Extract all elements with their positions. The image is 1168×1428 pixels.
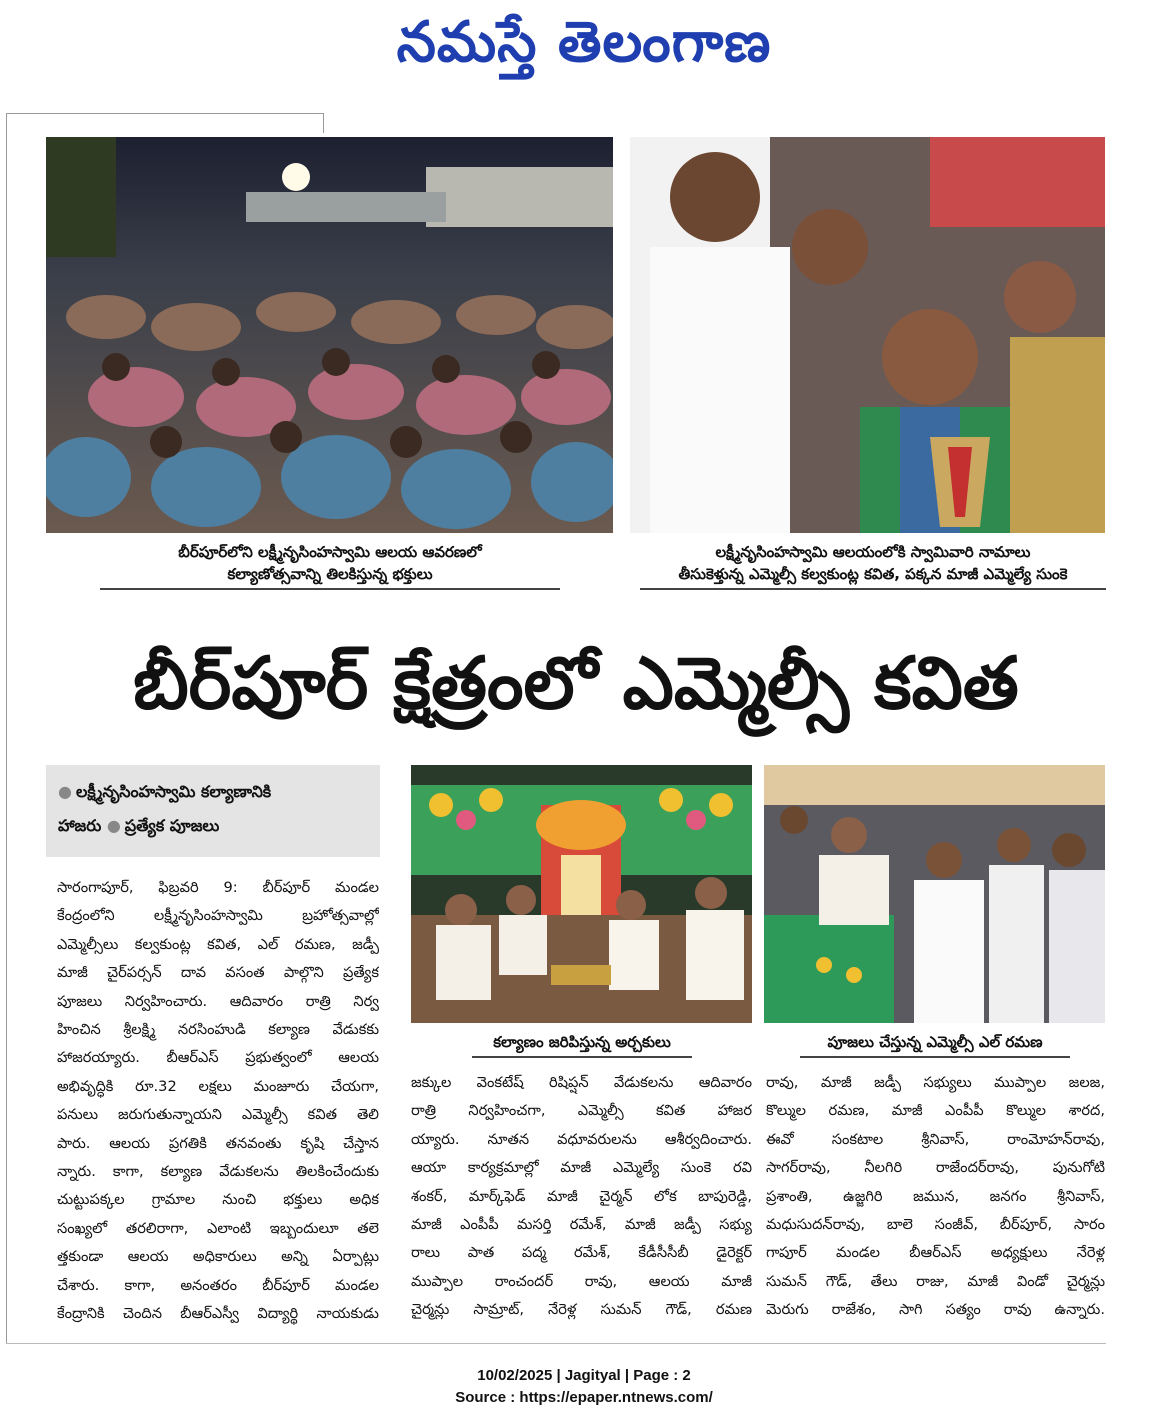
deck-line: లక్ష్మీనృసింహస్వామి కల్యాణానికి	[75, 782, 272, 801]
caption-priests	[472, 1031, 692, 1058]
article-line: రావు, మాజీ జడ్పీ సభ్యులు ముప్పాల జలజ,	[766, 1074, 1105, 1091]
article-line: సుమన్ గౌడ్, తేలు రాజు, మాజీ విండో చైర్మన్లు	[766, 1272, 1105, 1290]
article-line: న్నారు. కాగా, కల్యాణ వేడుకలను తిలకించేందుకు	[57, 1163, 379, 1181]
article-line: సాగర్‌రావు, నీలగిరి రాజేందర్‌రావు, పునుగోటి	[766, 1159, 1105, 1177]
frame-rule	[6, 113, 324, 114]
caption-kavitha	[640, 541, 1106, 590]
deck-line: ప్రత్యేక పూజలు	[124, 816, 220, 835]
caption-ramana	[800, 1031, 1070, 1058]
photo-kavitha	[630, 137, 1105, 533]
article-line: శంకర్, మార్క్‌ఫెడ్ మాజీ చైర్మన్ లోక బాపురెడ్డి,	[411, 1187, 752, 1205]
article-line: కేంద్రానికి చెందిన బీఆర్‌ఎస్వీ విద్యార్థి నాయకుడు	[57, 1305, 379, 1323]
article-line: కేంద్రంలోని లక్ష్మీనృసింహస్వామి బ్రహోత్సవాల్లో	[57, 907, 379, 925]
article-line: మధుసుదన్‌రావు, బాలె సంజీవ్, బీర్‌పూర్, సారం	[766, 1216, 1105, 1234]
photo-crowd	[46, 137, 613, 533]
article-line: ఈవో సంకటాల శ్రీనివాస్, రాంమోహన్‌రావు,	[766, 1130, 1105, 1148]
masthead: నమస్తే తెలంగాణ	[396, 10, 772, 75]
article-line: ప్రశాంతి, ఉజ్జగిరి జమున, జనగం శ్రీనివాస్,	[766, 1187, 1105, 1205]
article-line: అభివృద్ధికి రూ.32 లక్షలు మంజూరు చేయగా,	[57, 1077, 379, 1095]
caption-crowd	[100, 541, 560, 590]
caption-line: తీసుకెళ్తున్న ఎమ్మెల్సీ కల్వకుంట్ల కవిత, పక్కన మాజీ ఎమ్మెల్యే సుంకె	[678, 565, 1068, 583]
article-line: సంఖ్యలో తరలిరాగా, ఎలాంటి ఇబ్బందులూ తలె	[57, 1219, 379, 1237]
article-line: కొల్ముల రమణ, మాజీ ఎంపీపీ కొల్ముల శారద,	[766, 1102, 1105, 1120]
article-line: చేశారు. కాగా, అనంతరం బీర్‌పూర్ మండల	[57, 1276, 379, 1294]
footer-source: Source : https://epaper.ntnews.com/	[455, 1389, 713, 1406]
headline: బీర్‌పూర్ క్షేత్రంలో ఎమ్మెల్సీ కవిత	[133, 641, 1019, 725]
bullet-icon: ●	[58, 782, 72, 801]
article-line: మాజీ ఎంపీపీ మసర్తి రమేశ్, మాజీ జడ్పీ సభ్యు	[411, 1216, 752, 1234]
frame-rule	[6, 1343, 1106, 1344]
article-line: య్యారు. నూతన వధూవరులను ఆశీర్వదించారు.	[411, 1130, 752, 1148]
footer-date-edition: 10/02/2025 | Jagityal | Page : 2	[477, 1367, 691, 1384]
article-line: చైర్మన్లు సామ్రాట్, నేరెళ్ల సుమన్ గౌడ్, రమణ	[411, 1301, 752, 1319]
caption-line: బీర్‌పూర్‌లోని లక్ష్మీనృసింహస్వామి ఆలయ ఆవరణలో	[178, 543, 482, 561]
article-column-3	[766, 1069, 1105, 1325]
article-line: ఆయా కార్యక్రమాల్లో మాజీ ఎమ్మెల్యే సుంకె రవి	[411, 1159, 752, 1177]
frame-rule	[6, 113, 7, 1343]
article-line: గాపూర్ మండల బీఆర్‌ఎస్ అధ్యక్షులు నేరెళ్ల	[766, 1244, 1105, 1262]
article-line: ముప్పాల రాంచందర్ రావు, ఆలయ మాజీ	[411, 1272, 752, 1290]
deck-highlights	[46, 765, 380, 857]
caption-line: కల్యాణం జరిపిస్తున్న అర్చకులు	[493, 1033, 671, 1051]
deck-line: హాజరు	[58, 816, 102, 835]
caption-line: కల్యాణోత్సవాన్ని తిలకిస్తున్న భక్తులు	[227, 565, 433, 583]
article-line: ఎమ్మెల్సీలు కల్వకుంట్ల కవిత, ఎల్ రమణ, జడ్పీ	[57, 935, 379, 953]
article-line: చుట్టుపక్కల గ్రామాల నుంచి భక్తులు అధిక	[57, 1191, 379, 1209]
photo-ramana	[764, 765, 1105, 1023]
article-line: హాజరయ్యారు. బీఆర్‌ఎస్ ప్రభుత్వంలో ఆలయ	[57, 1049, 379, 1067]
bullet-icon: ●	[106, 816, 121, 835]
article-line: రాలు పాత పద్మ రమేశ్, కేడీసీసీబీ డైరెక్టర్	[411, 1244, 752, 1262]
article-line: త్తకుండా ఆలయ అధికారులు అన్ని ఏర్పాట్లు	[57, 1248, 379, 1266]
frame-rule	[323, 113, 324, 133]
article-line: మాజీ చైర్‌పర్సన్ దావ వసంత పాల్గొని ప్రత్యేక	[57, 964, 379, 982]
caption-line: పూజలు చేస్తున్న ఎమ్మెల్సీ ఎల్ రమణ	[827, 1033, 1043, 1051]
article-line: జక్కుల వెంకటేష్ రిషిప్షన్ వేడుకలను ఆదివారం	[411, 1074, 752, 1091]
article-line: సారంగాపూర్, ఫిబ్రవరి 9: బీర్‌పూర్ మండల	[57, 879, 379, 896]
caption-line: లక్ష్మీనృసింహస్వామి ఆలయంలోకి స్వామివారి నామాలు	[715, 543, 1031, 561]
article-column-2	[411, 1069, 752, 1325]
article-line: పనులు జరుగుతున్నాయని ఎమ్మెల్సీ కవిత తెలి	[57, 1106, 379, 1124]
article-line: మెరుగు రాజేశం, సాగి సత్యం రావు ఉన్నారు.	[766, 1301, 1105, 1319]
article-line: హించిన శ్రీలక్ష్మి నరసింహుడి కల్యాణ వేడుకకు	[57, 1021, 379, 1039]
article-column-1	[57, 874, 379, 1329]
article-line: రాత్రి నిర్వహించగా, ఎమ్మెల్సీ కవిత హాజర	[411, 1102, 752, 1120]
article-line: పారు. ఆలయ ప్రగతికి తనవంతు కృషి చేస్తాన	[57, 1134, 379, 1152]
photo-priests	[411, 765, 752, 1023]
article-line: పూజలు నిర్వహించారు. ఆదివారం రాత్రి నిర్వ	[57, 992, 379, 1010]
